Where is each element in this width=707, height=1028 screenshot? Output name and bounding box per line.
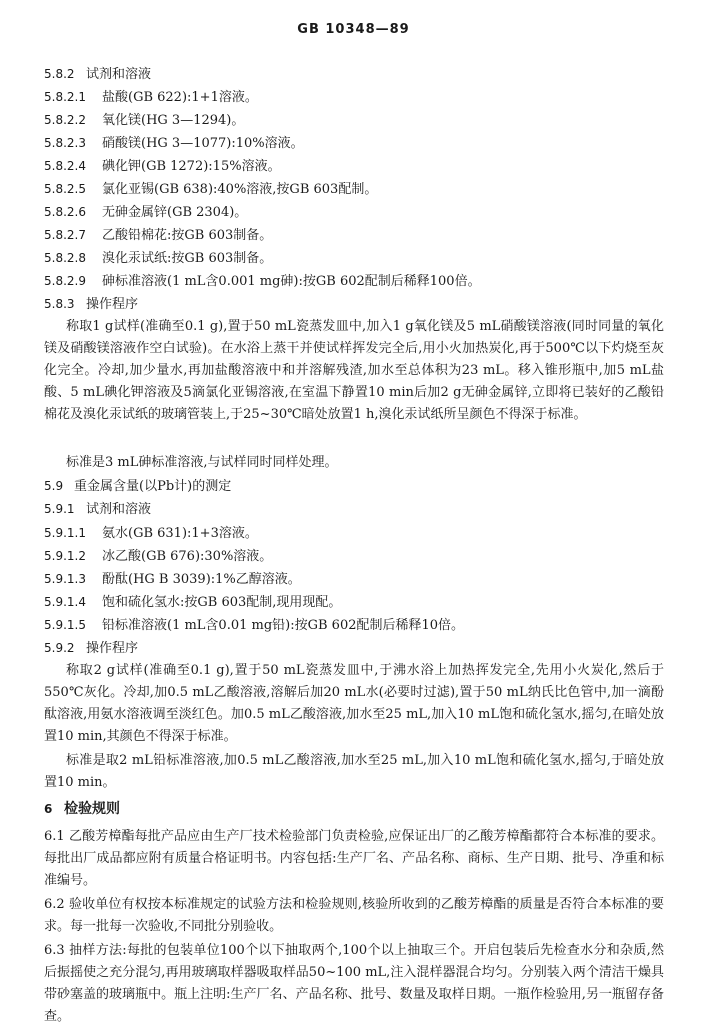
- standard-5-8-3: 标准是3 mL砷标准溶液,与试样同时同样处理。: [66, 455, 338, 470]
- reagent-item: 5.8.2.6 无砷金属锌(GB 2304)。: [44, 205, 248, 220]
- reagent-item: 5.8.2.1 盐酸(GB 622):1+1溶液。: [44, 90, 258, 105]
- procedure-5-9-2: 称取2 g试样(准确至0.1 g),置于50 mL瓷蒸发皿中,于沸水浴上加热挥发完全,先用小火炭化,然后于550℃灰化。冷却,加0.5 mL乙酸溶液,溶解后加20 mL水(必要时过滤),置于50 mL纳氏比色管中,加一滴酚酞溶液,用氨水溶液调至淡红色。加0.5 mL乙酸溶液,加水至25 mL,加入10 mL饱和硫化氢水,摇匀,在暗处放置10 min,其颜色不得深于标准。: [44, 663, 664, 744]
- reagent-item: 5.9.1.1 氨水(GB 631):1+3溶液。: [44, 526, 258, 541]
- page-header: GB 10348—89: [297, 22, 410, 37]
- reagent-item: 5.9.1.5 铅标准溶液(1 mL含0.01 mg铅):按GB 602配制后稀释10倍。: [44, 618, 465, 633]
- reagent-item: 5.8.2.2 氧化镁(HG 3—1294)。: [44, 113, 245, 128]
- procedure-5-8-3: 称取1 g试样(准确至0.1 g),置于50 mL瓷蒸发皿中,加入1 g氧化镁及5 mL硝酸镁溶液(同时同量的氧化镁及硝酸镁溶液作空白试验)。在水浴上蒸干并使试样挥发完全后,用小火加热炭化,再于500℃以下灼烧至灰化完全。冷却,加少量水,再加盐酸溶液中和并溶解残渣,加水至总体积为23 mL。移入锥形瓶中,加5 mL盐酸、5 mL碘化钾溶液及5滴氯化亚锡溶液,在室温下静置10 min后加2 g无砷金属锌,立即将已装好的乙酸铅棉花及溴化汞试纸的玻璃管装上,于25~30℃暗处放置1 h,溴化汞试纸所呈颜色不得深于标准。: [44, 319, 664, 422]
- clause-6-2: 6.2 验收单位有权按本标准规定的试验方法和检验规则,核验所收到的乙酸芳樟酯的质量是否符合本标准的要求。每一批每一次验收,不同批分别验收。: [44, 897, 664, 934]
- section-5-8-2: 5.8.2 试剂和溶液: [44, 67, 152, 82]
- standard-5-9-2: 标准是取2 mL铅标准溶液,加0.5 mL乙酸溶液,加水至25 mL,加入10 mL饱和硫化氢水,摇匀,于暗处放置10 min。: [44, 753, 664, 790]
- reagent-item: 5.9.1.2 冰乙酸(GB 676):30%溶液。: [44, 549, 273, 564]
- clause-6-1: 6.1 乙酸芳樟酯每批产品应由生产厂技术检验部门负责检验,应保证出厂的乙酸芳樟酯都符合本标准的要求。每批出厂成品都应附有质量合格证明书。内容包括:生产厂名、产品名称、商标、生产日期、批号、净重和标准编号。: [44, 829, 664, 888]
- reagent-item: 5.9.1.3 酚酞(HG B 3039):1%乙醇溶液。: [44, 572, 301, 587]
- reagent-item: 5.8.2.9 砷标准溶液(1 mL含0.001 mg砷):按GB 602配制后稀释100倍。: [44, 274, 481, 289]
- reagent-item: 5.8.2.5 氯化亚锡(GB 638):40%溶液,按GB 603配制。: [44, 182, 378, 197]
- section-5-9-2: 5.9.2 操作程序: [44, 641, 139, 656]
- reagent-item: 5.8.2.8 溴化汞试纸:按GB 603制备。: [44, 251, 273, 266]
- reagent-item: 5.8.2.7 乙酸铅棉花:按GB 603制备。: [44, 228, 273, 243]
- reagent-item: 5.8.2.3 硝酸镁(HG 3—1077):10%溶液。: [44, 136, 304, 151]
- reagent-item: 5.8.2.4 碘化钾(GB 1272):15%溶液。: [44, 159, 281, 174]
- section-5-9-1: 5.9.1 试剂和溶液: [44, 502, 152, 517]
- section-5-9: 5.9 重金属含量(以Pb计)的测定: [44, 479, 232, 494]
- reagent-item: 5.9.1.4 饱和硫化氢水:按GB 603配制,现用现配。: [44, 595, 342, 610]
- section-6: 6 检验规则: [44, 801, 120, 817]
- section-5-8-3: 5.8.3 操作程序: [44, 297, 139, 312]
- clause-6-3: 6.3 抽样方法:每批的包装单位100个以下抽取两个,100个以上抽取三个。开启包装后先检查水分和杂质,然后振摇使之充分混匀,再用玻璃取样器吸取样品50~100 mL,注入混样器混合均匀。分别装入两个清洁干燥具带砂塞盖的玻璃瓶中。瓶上注明:生产厂名、产品名称、批号、数量及取样日期。一瓶作检验用,另一瓶留存备查。: [44, 943, 664, 1024]
